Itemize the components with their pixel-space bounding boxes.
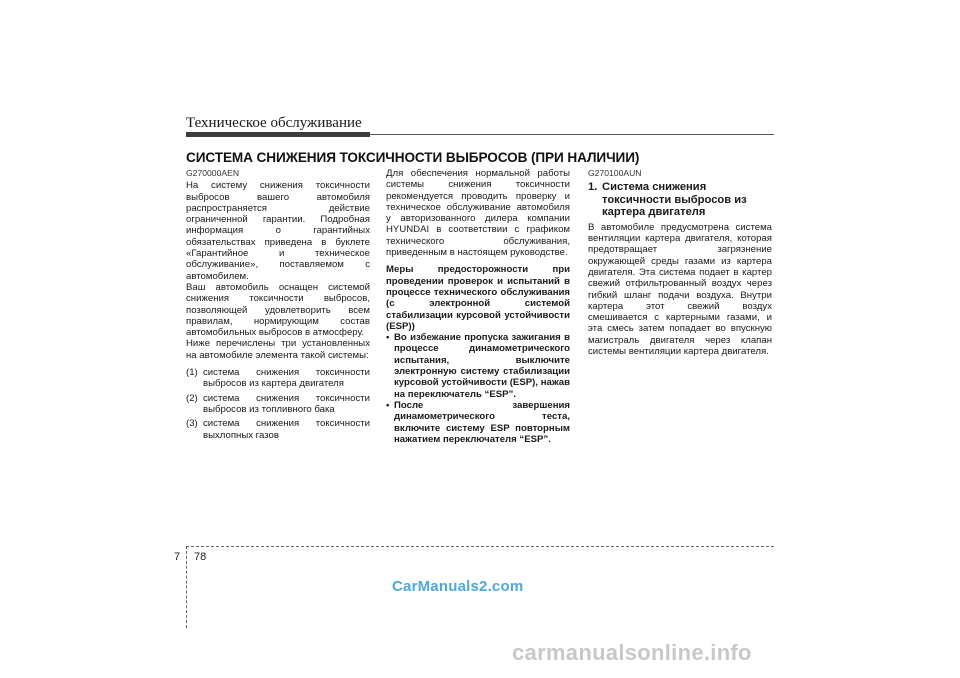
subsection-title [588, 181, 772, 219]
page-number: 78 [194, 551, 207, 563]
list-item [186, 393, 370, 416]
footer-vertical-rule [186, 546, 187, 628]
footer-rule [186, 546, 774, 547]
list-text: система снижения токсичности выбросов из картера двигателя [203, 367, 370, 390]
paragraph-warranty: На систему снижения токсичности выбросов вашего автомобиля распространяется действие ограниченной гарантии. Подробная информация о гарантийных обязательствах приведена в буклете «Гарантийное и техническое обслуживание», поставляемом с автомобилем. [186, 180, 370, 282]
list-text: система снижения токсичности выбросов из топливного бака [203, 392, 370, 415]
section-code: G270100AUN [588, 168, 642, 178]
bullet-mark: • [386, 399, 390, 411]
column-1 [186, 168, 370, 441]
subsection-number: 1. [588, 181, 598, 194]
list-number: (2) [186, 392, 198, 404]
list-item [186, 367, 370, 390]
section-code: G270000AEN [186, 168, 240, 178]
subsection-text: Система снижения токсичности выбросов из картера двигателя [602, 181, 747, 219]
list-number: (3) [186, 418, 198, 430]
header-rule [370, 134, 774, 135]
bullet-text: После завершения динамометрического теста, включите систему ESP повторным нажатием переключателя “ESP”. [394, 399, 570, 445]
section-heading: СИСТЕМА СНИЖЕНИЯ ТОКСИЧНОСТИ ВЫБРОСОВ (ПРИ НАЛИЧИИ) [186, 150, 640, 165]
header-accent-bar [186, 132, 370, 137]
paragraph-list-intro: Ниже перечислены три установленных на автомобиле элемента такой системы: [186, 338, 370, 361]
watermark-carmanuals2: CarManuals2.com [392, 578, 524, 595]
paragraph-dealer: Для обеспечения нормальной работы системы снижения токсичности рекомендуется проводить проверку и техническое обслуживание автомобиля у авторизованного дилера компании HYUNDAI в соответствии с графиком технического обслуживания, приведенным в настоящем руководстве. [386, 168, 570, 259]
column-3 [588, 168, 772, 357]
bullet-mark: • [386, 332, 390, 344]
list-number: (1) [186, 367, 198, 379]
chapter-number: 7 [174, 551, 181, 563]
paragraph-crankcase: В автомобиле предусмотрена система вентиляции картера двигателя, которая предотвращает загрязнение окружающей среды газами из картера двигателя. Эта система подает в картер свежий отфильтрованный воздух через гибкий шланг подачи воздуха. Внутри картера этот свежий воздух смешивается с картерными газами, и эта смесь затем попадает во впускную магистраль двигателя через клапан системы вентиляции картера двигателя. [588, 221, 772, 358]
paragraph-equipment: Ваш автомобиль оснащен системой снижения токсичности выбросов, позволяющей удовлетворить всем правилам, нормирующим состав автомобильных выбросов в атмосферу. [186, 281, 370, 339]
caution-heading: Меры предосторожности при проведении проверок и испытаний в процессе технического обслуживания (с электронной системой стабилизации курсовой устойчивости (ESP)) [386, 264, 570, 332]
bullet-text: Во избежание пропуска зажигания в процессе динамометрического испытания, выключите электронную систему стабилизации курсовой устойчивости (ESP), нажав на переключатель “ESP”. [394, 332, 570, 400]
list-text: система снижения токсичности выхлопных газов [203, 418, 370, 441]
bullet-item [386, 332, 570, 400]
watermark-carmanualsonline: carmanualsonline.info [512, 640, 752, 665]
list-item [186, 418, 370, 441]
bullet-item [386, 400, 570, 445]
header-title: Техническое обслуживание [186, 115, 362, 131]
column-2 [386, 168, 570, 445]
